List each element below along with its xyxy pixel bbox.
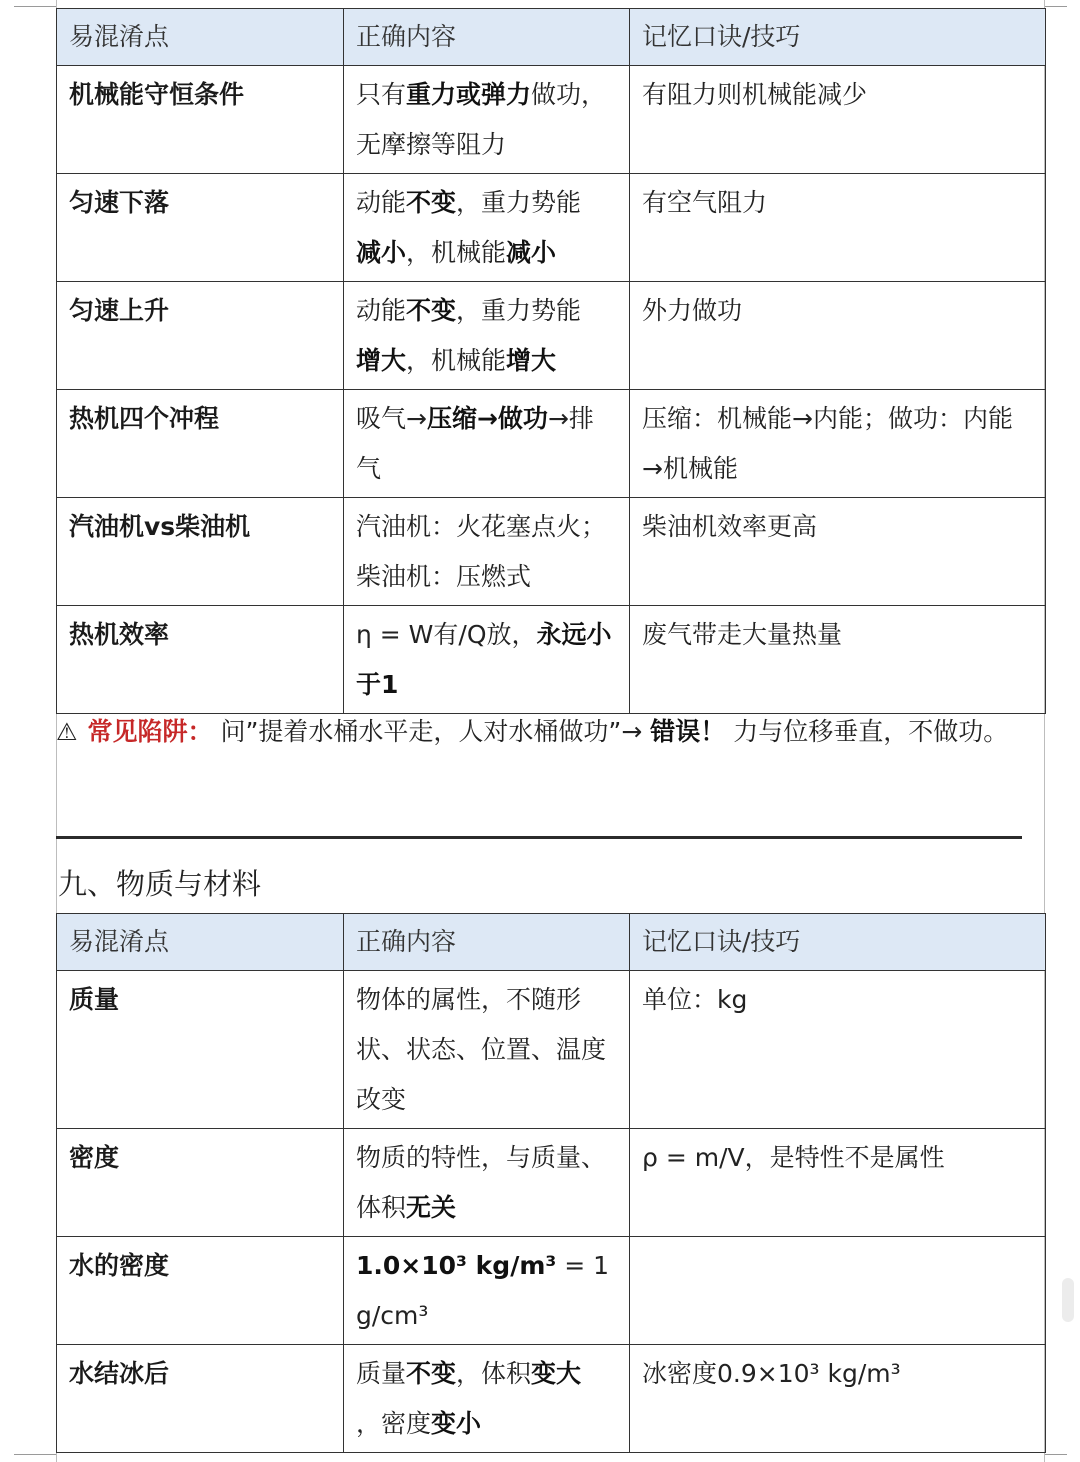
page-corner-mark: [1045, 6, 1067, 7]
row-key: 匀速下落: [57, 174, 344, 282]
row-tip: 冰密度0.9×10³ kg/m³: [630, 1345, 1046, 1453]
pitfall-label: 常见陷阱：: [87, 717, 213, 746]
row-key: 热机四个冲程: [57, 390, 344, 498]
row-content: 只有重力或弹力做功，无摩擦等阻力: [344, 66, 630, 174]
row-tip: 废气带走大量热量: [630, 606, 1046, 714]
row-tip: 外力做功: [630, 282, 1046, 390]
row-key: 质量: [57, 971, 344, 1129]
row-tip: 单位：kg: [630, 971, 1046, 1129]
row-key: 密度: [57, 1129, 344, 1237]
row-key: 热机效率: [57, 606, 344, 714]
row-key: 水的密度: [57, 1237, 344, 1345]
table-header-row: [57, 9, 1046, 66]
table-row: [57, 1129, 1046, 1237]
common-pitfall-note: [56, 708, 1026, 756]
row-tip: 柴油机效率更高: [630, 498, 1046, 606]
header-memory-tip: 记忆口诀/技巧: [630, 914, 1046, 971]
row-tip: ρ = m/V，是特性不是属性: [630, 1129, 1046, 1237]
row-content: 动能不变，重力势能 增大，机械能增大: [344, 282, 630, 390]
table-row: [57, 66, 1046, 174]
page-corner-mark: [1045, 1454, 1067, 1455]
table-row: [57, 971, 1046, 1129]
table-row: [57, 498, 1046, 606]
row-tip: [630, 1237, 1046, 1345]
row-content: 质量不变，体积变大 ，密度变小: [344, 1345, 630, 1453]
row-content: η = W有/Q放，永远小于1: [344, 606, 630, 714]
section-divider: [56, 836, 1022, 839]
row-key: 水结冰后: [57, 1345, 344, 1453]
row-key: 匀速上升: [57, 282, 344, 390]
section-heading: 九、物质与材料: [58, 867, 262, 901]
row-content: 物体的属性，不随形状、状态、位置、温度改变: [344, 971, 630, 1129]
row-key: 机械能守恒条件: [57, 66, 344, 174]
row-content: 汽油机：火花塞点火；柴油机：压燃式: [344, 498, 630, 606]
header-correct-content: 正确内容: [344, 914, 630, 971]
pitfall-explanation: 力与位移垂直，不做功。: [725, 717, 1009, 746]
table-row: [57, 282, 1046, 390]
table-row: [57, 606, 1046, 714]
row-tip: 压缩：机械能→内能；做功：内能→机械能: [630, 390, 1046, 498]
row-content: 物质的特性，与质量、体积无关: [344, 1129, 630, 1237]
table-row: [57, 390, 1046, 498]
pitfall-verdict: 错误！: [650, 717, 726, 746]
row-tip: 有阻力则机械能减少: [630, 66, 1046, 174]
row-tip: 有空气阻力: [630, 174, 1046, 282]
table-row: [57, 174, 1046, 282]
warning-icon: ⚠: [56, 718, 78, 746]
pitfall-question: 问”提着水桶水平走，人对水桶做功”→: [212, 717, 651, 746]
header-correct-content: 正确内容: [344, 9, 630, 66]
table-header-row: [57, 914, 1046, 971]
mechanical-energy-table: [56, 8, 1046, 714]
page-corner-mark: [14, 1454, 56, 1455]
table-row: [57, 1237, 1046, 1345]
header-confusing-point: 易混淆点: [57, 914, 344, 971]
scrollbar-thumb[interactable]: [1062, 1278, 1074, 1322]
header-confusing-point: 易混淆点: [57, 9, 344, 66]
page-corner-mark: [14, 6, 56, 7]
table-row: [57, 1345, 1046, 1453]
row-content: 动能不变，重力势能 减小，机械能减小: [344, 174, 630, 282]
header-memory-tip: 记忆口诀/技巧: [630, 9, 1046, 66]
row-content: 吸气→压缩→做功→排气: [344, 390, 630, 498]
row-key: 汽油机vs柴油机: [57, 498, 344, 606]
matter-materials-table: [56, 913, 1046, 1453]
row-content: 1.0×10³ kg/m³ = 1 g/cm³: [344, 1237, 630, 1345]
